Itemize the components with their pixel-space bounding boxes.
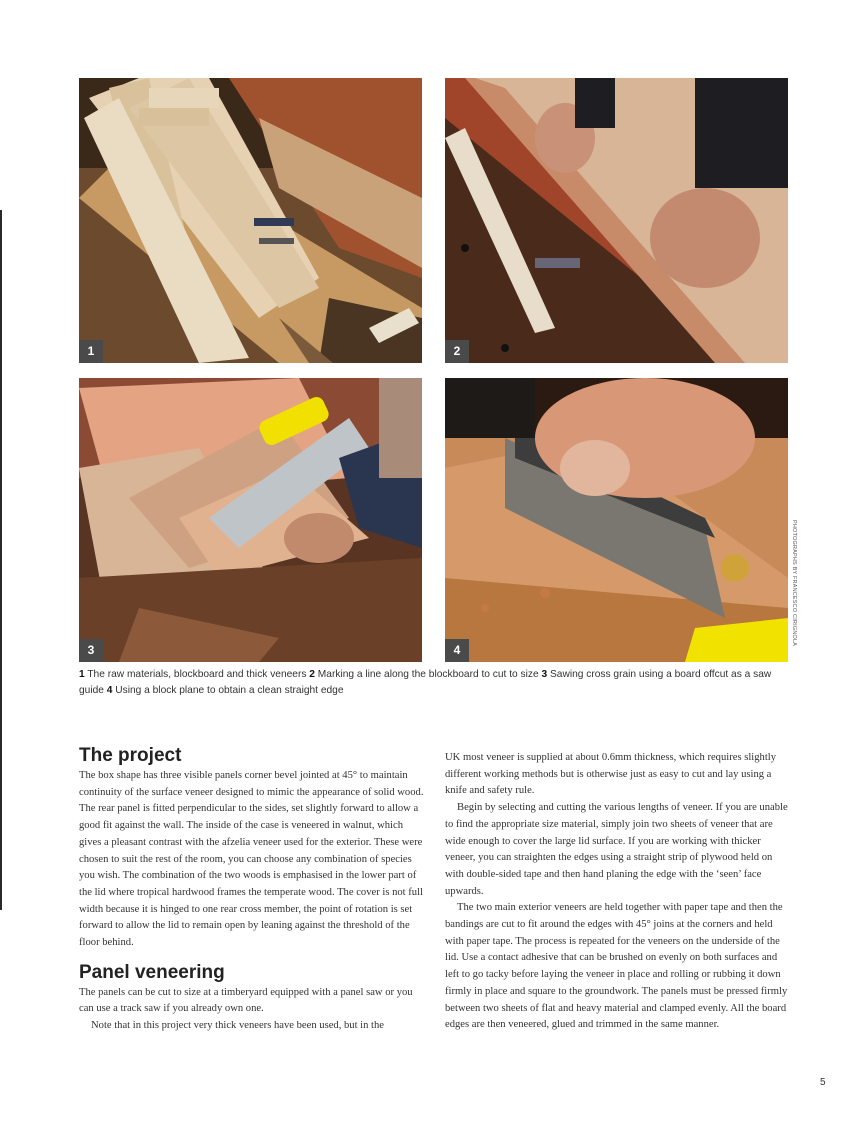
photo-number: 1 [79, 340, 103, 363]
caption-number: 4 [106, 685, 113, 696]
photo-credit-text: PHOTOGRAPHS BY FRANCESCO CIRIGNOLA [791, 520, 797, 647]
photo-block-plane [445, 378, 788, 662]
page-edge-line [0, 210, 2, 910]
paragraph: The panels can be cut to size at a timberyard equipped with a panel saw or you can use a track saw if you already own one. [79, 986, 413, 1015]
section-heading-panel-veneering: Panel veneering [79, 961, 225, 983]
caption-text: Sawing cross grain using a board offcut as a saw guide [79, 669, 772, 696]
paragraph: Note that in this project very thick veneers have been used, but in the [91, 1020, 385, 1032]
photo-1-illustration [79, 78, 422, 363]
paragraph: UK most veneer is supplied at about 0.6mm thickness, which requires slightly different working methods but is otherwise just as easy to cut and lay using a knife and safety rule. [445, 752, 777, 797]
photo-sawing [79, 378, 422, 662]
article-column-right [445, 750, 790, 1034]
photo-caption [79, 667, 794, 699]
caption-number: 1 [79, 669, 85, 680]
paragraph: The two main exterior veneers are held together with paper tape and then the bandings are cut to fit around the edges with 45° joins at the corners and held with paper tape. The process is repeated for the veneers on the underside of the lid. Use a contact adhesive that can be brushed on evenly on both surfaces and left to go tacky before laying the veneer in place and rolling or rubbing it down firmly in place and square to the groundwork. The panels must be pressed firmly between two sheets of flat and heavy material and clamped evenly. All the board edges are then veneered, glued and trimmed in the same manner. [445, 902, 788, 1031]
article-column-left [79, 744, 424, 1035]
caption-number: 3 [541, 669, 548, 680]
photo-raw-materials [79, 78, 422, 363]
photo-4-illustration [445, 378, 788, 662]
section-heading-project: The project [79, 745, 182, 766]
photo-number: 3 [79, 639, 103, 662]
page-number: 5 [820, 1077, 826, 1088]
photo-number: 4 [445, 639, 469, 662]
paragraph: Begin by selecting and cutting the various lengths of veneer. If you are unable to find the appropriate size material, simply join two sheets of veneer that are wide enough to cover the large lid surface. If you are working with thicker veneer, you can straighten the edges using a straight strip of plywood held on with double-sided tape and then hand planing the edge with the ‘seen’ face upwards. [445, 802, 788, 897]
photo-number: 2 [445, 340, 469, 363]
photo-marking-line [445, 78, 788, 363]
caption-number: 2 [309, 669, 315, 680]
caption-text: The raw materials, blockboard and thick veneers [84, 669, 310, 680]
caption-text: Marking a line along the blockboard to cut to size [314, 669, 542, 680]
caption-text: Using a block plane to obtain a clean straight edge [112, 685, 344, 696]
photo-credit [783, 520, 803, 660]
photo-2-illustration [445, 78, 788, 363]
paragraph: The box shape has three visible panels corner bevel jointed at 45° to maintain continuity of the surface veneer designed to mimic the appearance of solid wood. The rear panel is fitted perpendicular to the sides, set slightly forward to allow a good fit against the wall. The inside of the case is veneered in walnut, which gives a pleasant contrast with the afzelia veneer used for the exterior. These were chosen to suit the rest of the room, you can choose any combination of species you wish. The combination of the two woods is emphasised in the lower part of the lid where tropical hardwood frames the temperate wood. The cover is not full width because it is hinged to one rear cross member, the point of rotation is set forward to allow the lid to remain open by leaning against the threshold of the floor behind. [79, 770, 424, 949]
photo-3-illustration [79, 378, 422, 662]
